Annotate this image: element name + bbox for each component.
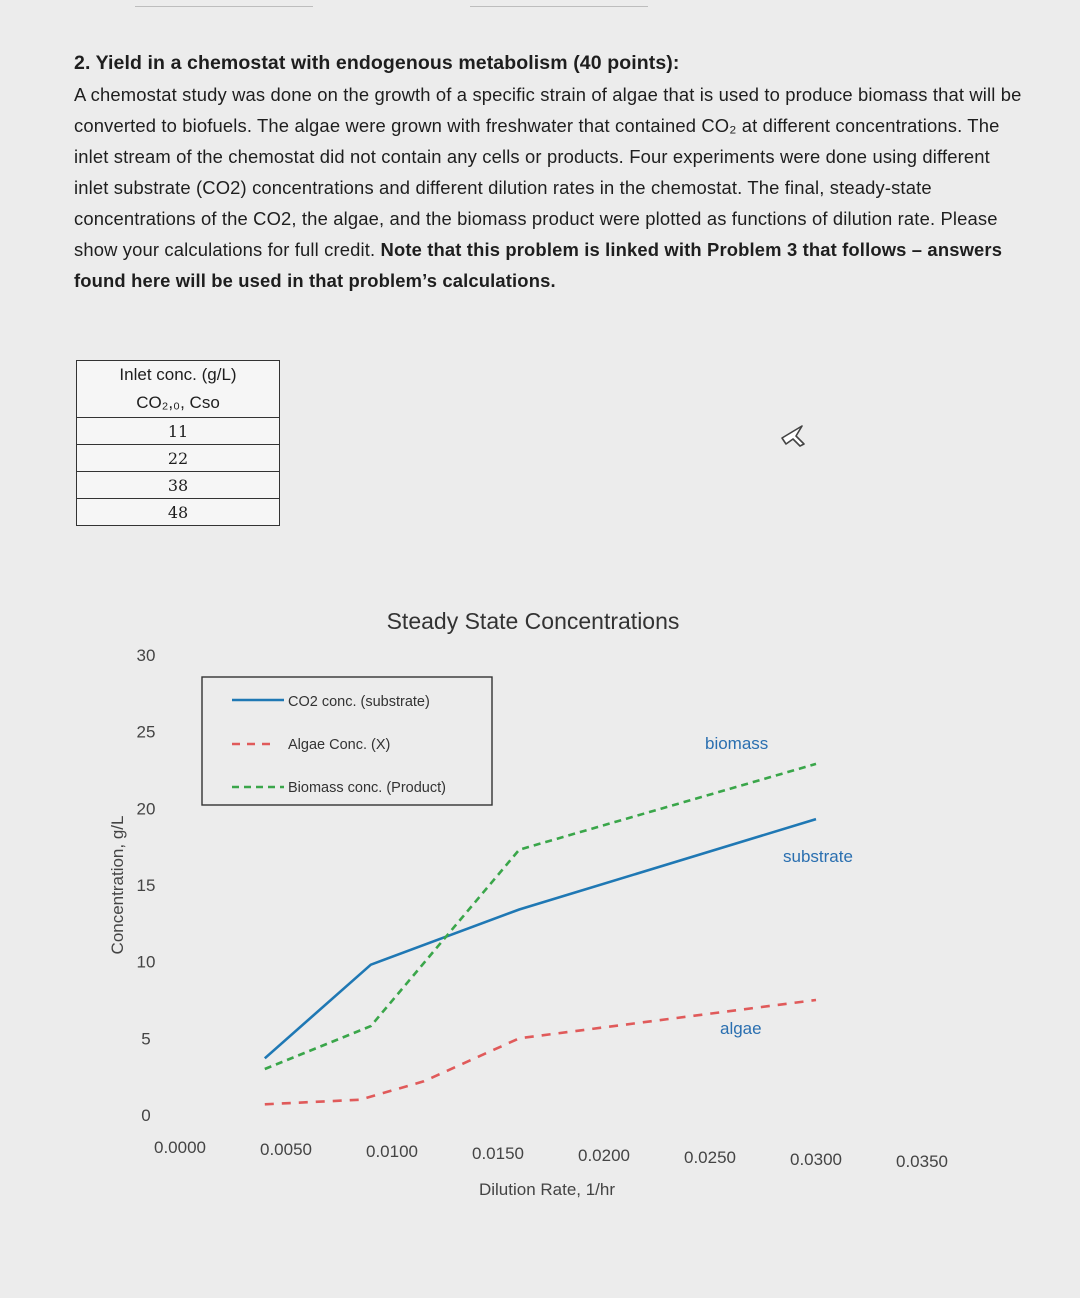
x-tick-label: 0.0300 xyxy=(790,1150,842,1169)
y-tick-label: 30 xyxy=(136,646,156,665)
annotation-algae: algae xyxy=(720,1019,762,1038)
y-tick-label: 5 xyxy=(141,1029,151,1049)
x-tick-labels xyxy=(154,1138,948,1171)
x-tick-label: 0.0350 xyxy=(896,1152,948,1171)
y-tick-label: 25 xyxy=(136,722,156,742)
y-axis-label: Concentration, g/L xyxy=(108,815,127,955)
annotation-biomass: biomass xyxy=(705,734,769,753)
x-axis-label: Dilution Rate, 1/hr xyxy=(478,1180,616,1199)
table-cell: 22 xyxy=(77,445,280,472)
table-cell: 48 xyxy=(77,499,280,526)
y-tick-label: 15 xyxy=(136,876,156,895)
problem-title: 2. Yield in a chemostat with endogenous metabolism (40 points): xyxy=(74,52,680,74)
x-tick-label: 0.0150 xyxy=(472,1144,524,1163)
x-tick-label: 0.0200 xyxy=(578,1146,630,1165)
x-tick-label: 0.0100 xyxy=(366,1142,418,1161)
legend-label-biomass: Biomass conc. (Product) xyxy=(288,780,446,796)
x-tick-label: 0.0000 xyxy=(154,1138,206,1157)
table-cell: 11 xyxy=(77,418,280,445)
y-tick-labels xyxy=(137,646,156,1125)
table-cell: 38 xyxy=(77,472,280,499)
legend-label-algae: Algae Conc. (X) xyxy=(288,737,391,753)
x-tick-label: 0.0250 xyxy=(684,1148,736,1167)
series-lines xyxy=(265,764,816,1104)
y-tick-label: 0 xyxy=(141,1106,151,1125)
y-tick-label: 20 xyxy=(136,799,156,819)
series-line-algae xyxy=(265,1000,816,1104)
table-header-line1: Inlet conc. (g/L) xyxy=(119,365,237,384)
x-tick-label: 0.0050 xyxy=(260,1140,312,1159)
problem-body-text: A chemostat study was done on the growth of a specific strain of algae that is used to produce biomass that will be converted to biofuels. The algae were grown with freshwater that contained CO₂ at different concentrations. The inlet stream of the chemostat did not contain any cells or products. Four experiments were done using different inlet substrate (CO2) concentrations and different dilution rates in the chemostat. The final, steady-state concentrations of the CO2, the algae, and the biomass product were plotted as functions of dilution rate. Please show your calculations for full credit. xyxy=(74,84,1022,260)
problem-note: Note that this problem is linked with Problem 3 that follows – answers found here will be used in that problem’s calculations. xyxy=(74,239,1003,291)
y-tick-label: 10 xyxy=(136,952,156,972)
table-header-line2: CO₂,₀, Cso xyxy=(136,393,220,412)
chart-title: Steady State Concentrations xyxy=(386,608,680,634)
legend-label-substrate: CO2 conc. (substrate) xyxy=(288,694,430,710)
chart-legend xyxy=(202,677,492,805)
annotation-substrate: substrate xyxy=(783,847,853,866)
